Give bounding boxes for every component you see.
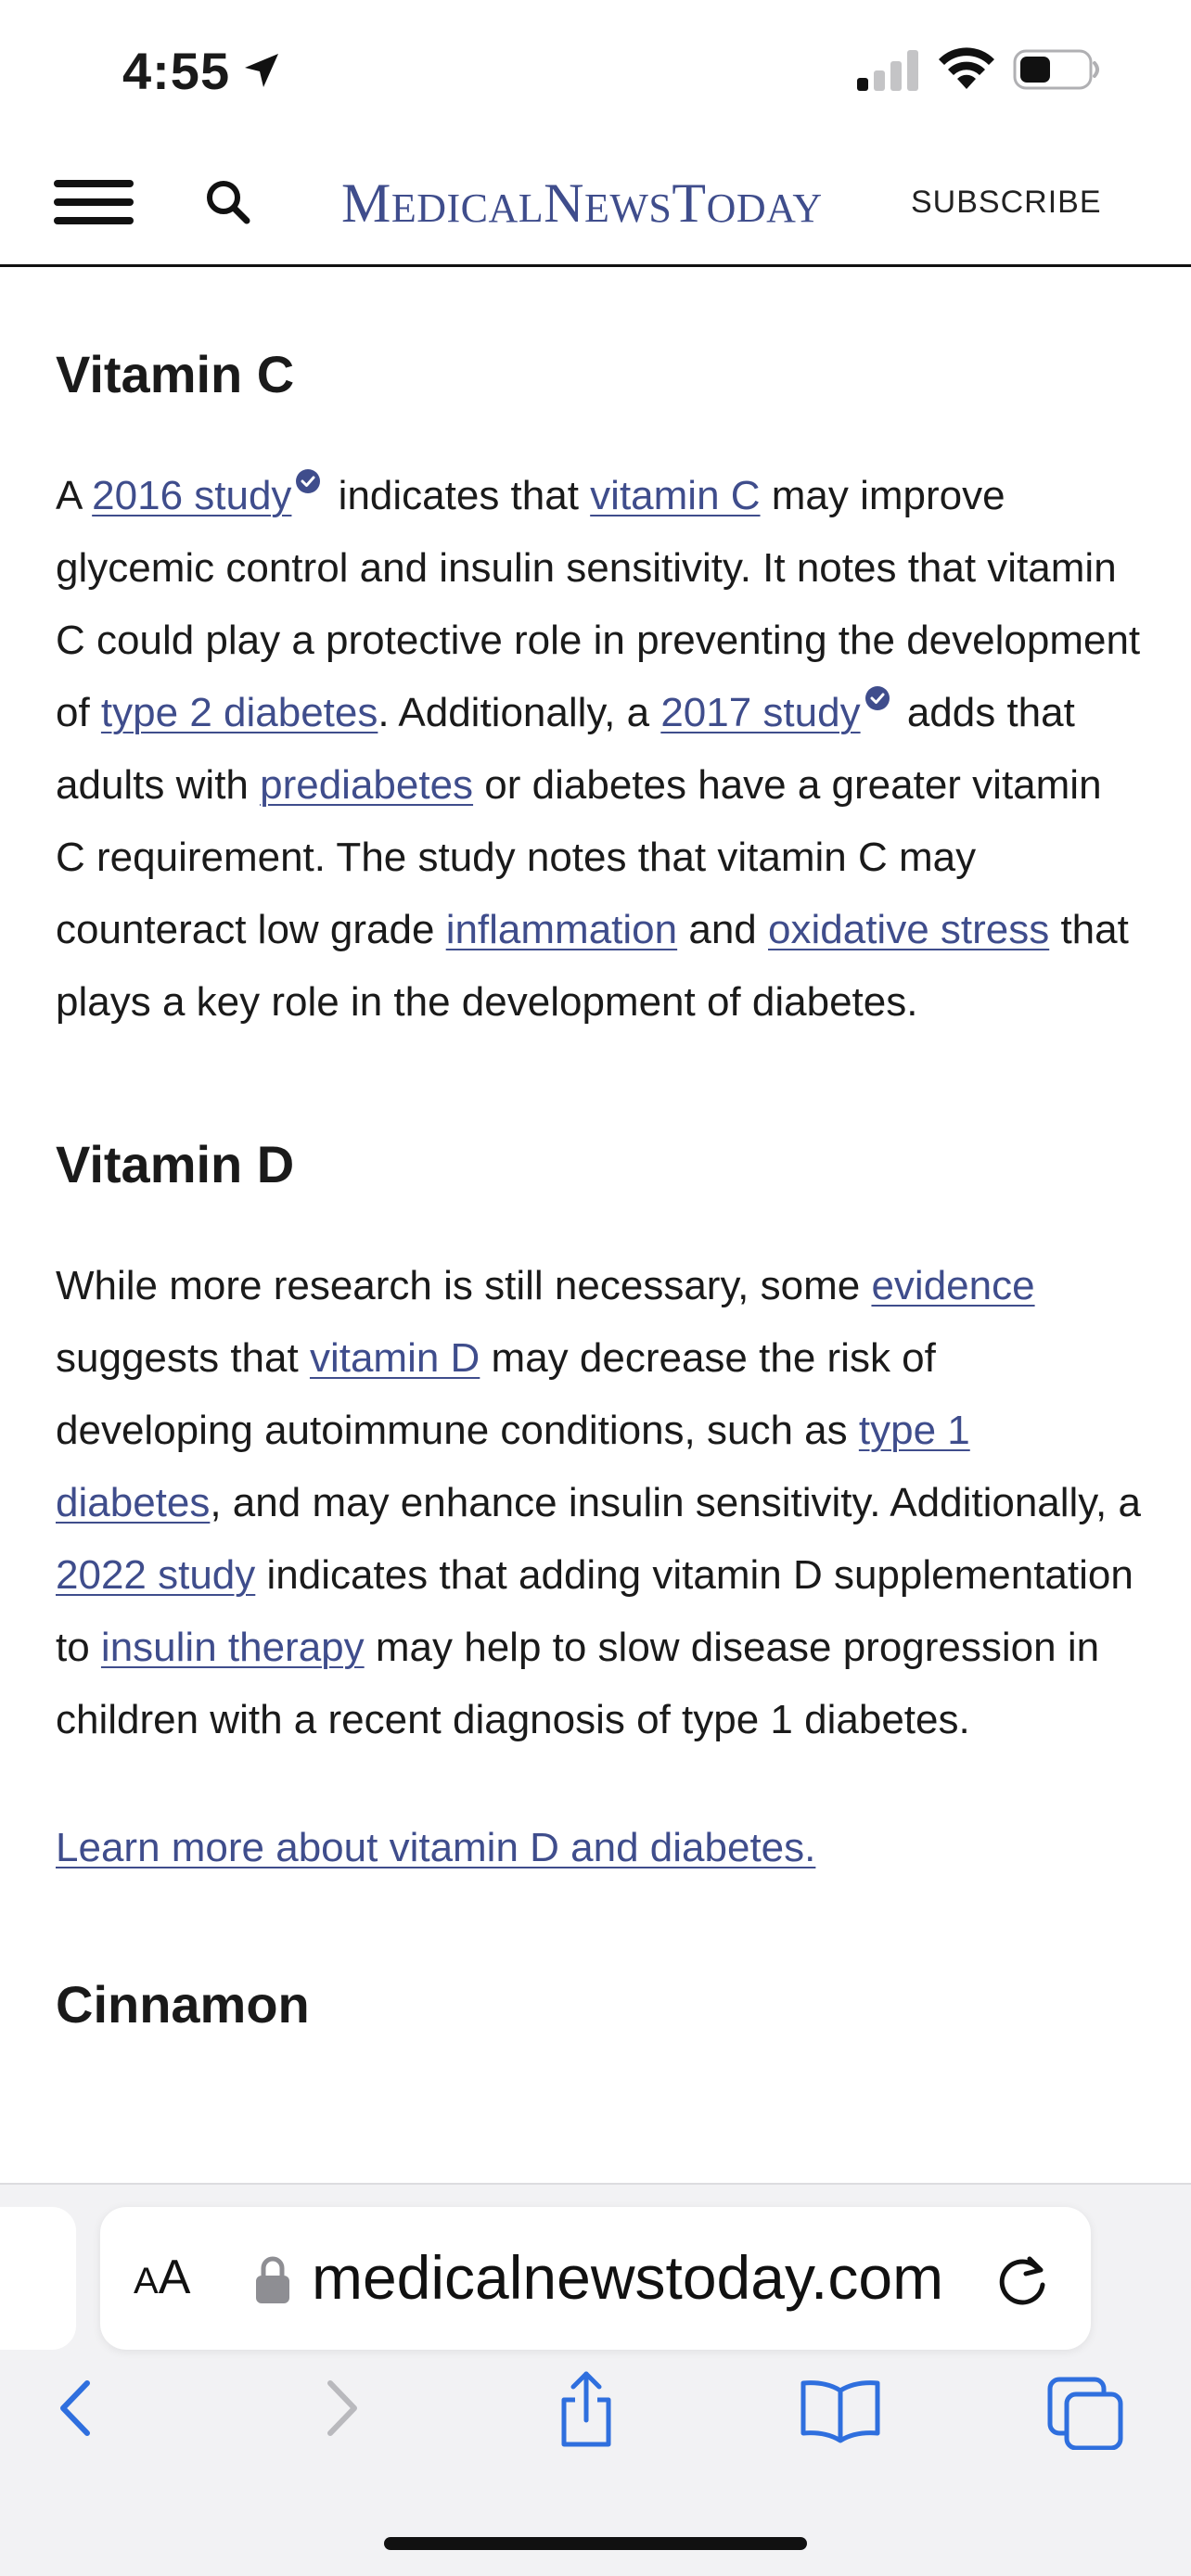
paragraph-vitamin-d (56, 1250, 1141, 1756)
back-icon[interactable] (41, 2366, 115, 2450)
inline-link[interactable]: insulin therapy (100, 1625, 365, 1670)
paragraph-text: may decrease the risk of developing autoimmune conditions, such as (56, 1335, 936, 1453)
inline-link[interactable]: evidence (871, 1263, 1035, 1308)
reload-icon[interactable] (996, 2251, 1052, 2307)
home-indicator (384, 2537, 807, 2550)
forward-icon[interactable] (302, 2366, 377, 2450)
inline-link[interactable]: vitamin C (590, 473, 761, 518)
inline-link[interactable]: 2017 study (660, 690, 861, 735)
paragraph-text: adds that adults with (56, 690, 1075, 808)
wifi-icon (937, 46, 996, 93)
paragraph-vitamin-c (56, 460, 1141, 1039)
paragraph-text: may help to slow disease progression in children with a recent diagnosis of type 1 diabetes. (56, 1625, 1100, 1742)
inline-link[interactable]: 2022 study (56, 1552, 256, 1598)
search-icon[interactable] (202, 176, 254, 228)
inline-link[interactable]: 2016 study (92, 473, 292, 518)
browser-toolbar (0, 2183, 1191, 2576)
brand-logo[interactable]: MEDICALNEWSTODAY (341, 172, 823, 234)
paragraph-text: suggests that (56, 1335, 310, 1381)
paragraph-text: that plays a key role in the development of diabetes. (56, 907, 1129, 1025)
inline-link[interactable]: prediabetes (260, 762, 474, 808)
article-body (56, 267, 1141, 2042)
paragraph-text: or diabetes have a greater vitamin C requirement. The study notes that vitamin C may counteract low grade (56, 762, 1102, 952)
paragraph-text: While more research is still necessary, some (56, 1263, 872, 1308)
location-arrow-icon (239, 48, 284, 93)
bookmarks-icon[interactable] (798, 2366, 883, 2450)
paragraph-text: A (56, 473, 93, 518)
previous-tab-preview[interactable] (0, 2207, 76, 2350)
paragraph-text: indicates that adding vitamin D supplementation to (56, 1552, 1133, 1670)
signal-icon (855, 48, 920, 93)
learn-more-link[interactable]: Learn more about vitamin D and diabetes. (56, 1825, 816, 1870)
status-bar (0, 0, 1191, 139)
inline-link[interactable]: type 1 diabetes (56, 1408, 970, 1525)
paragraph-text: may improve glycemic control and insulin sensitivity. It notes that vitamin C could play a protective role in preventing the development of (56, 473, 1141, 735)
status-time: 4:55 (122, 42, 231, 100)
menu-icon[interactable] (54, 174, 134, 230)
section-heading-vitamin-d: Vitamin D (56, 1135, 295, 1193)
text-size-button[interactable]: AA (134, 2251, 191, 2304)
section-heading-cinnamon: Cinnamon (56, 1975, 310, 2034)
site-header (0, 139, 1191, 267)
paragraph-text: . Additionally, a (378, 690, 661, 735)
paragraph-text: , and may enhance insulin sensitivity. Additionally, a (210, 1480, 1141, 1525)
verified-badge-icon (864, 685, 890, 711)
share-icon[interactable] (549, 2366, 623, 2450)
subscribe-link[interactable]: SUBSCRIBE (911, 185, 1102, 220)
inline-link[interactable]: vitamin D (309, 1335, 480, 1381)
inline-link[interactable]: type 2 diabetes (100, 690, 378, 735)
paragraph-text: and (677, 907, 768, 952)
lock-icon (254, 2255, 291, 2305)
paragraph-text: indicates that (327, 473, 591, 518)
inline-link[interactable]: inflammation (445, 907, 678, 952)
inline-link[interactable]: oxidative stress (768, 907, 1050, 952)
battery-icon (1013, 48, 1102, 91)
tabs-icon[interactable] (1046, 2366, 1126, 2450)
url-text[interactable]: medicalnewstoday.com (312, 2243, 944, 2312)
verified-badge-icon (295, 468, 321, 494)
section-heading-vitamin-c: Vitamin C (56, 345, 295, 403)
address-bar[interactable] (100, 2207, 1091, 2350)
